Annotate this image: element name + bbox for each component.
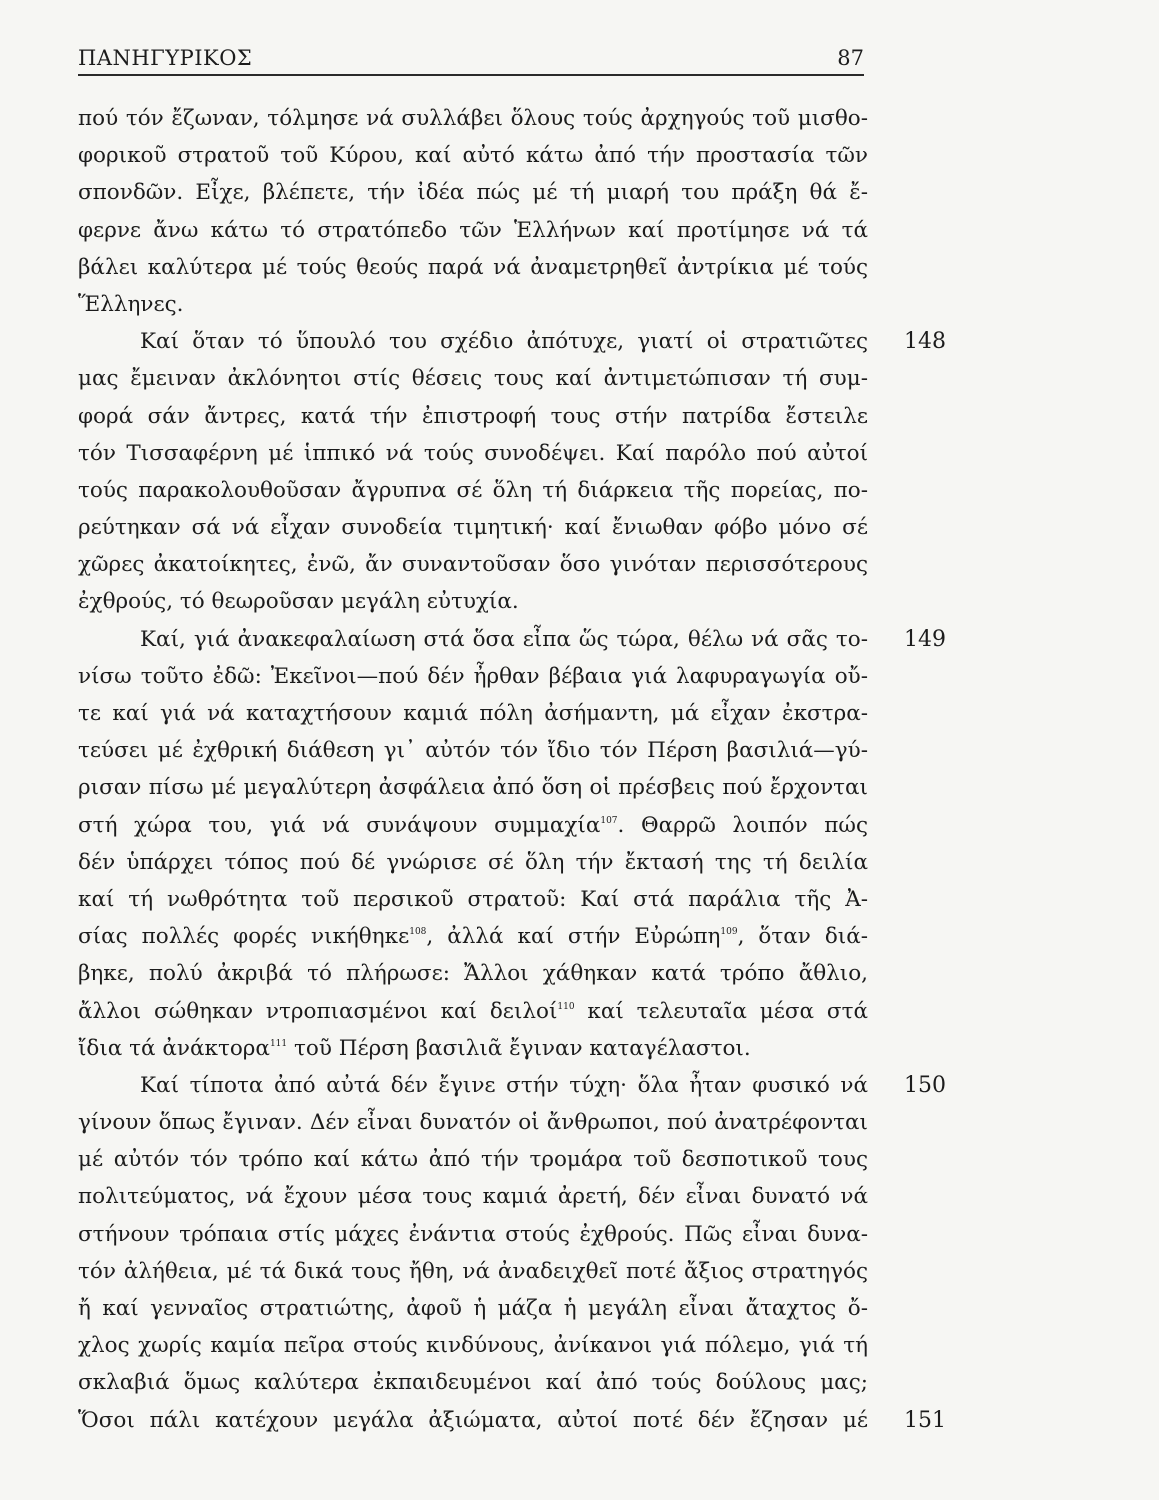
footnote-ref-109: 109 <box>720 927 738 938</box>
text-line: δέν ὑπάρχει τόπος πού δέ γνώρισε σέ ὅλη τήν ἔκτασή της τή δειλία <box>78 849 868 875</box>
line-text: καί τελευταῖα μέσα στά <box>574 998 868 1024</box>
line-text: . Θαρρῶ λοιπόν πώς <box>617 812 868 838</box>
text-line: ἐχθρούς, τό θεωροῦσαν μεγάλη εὐτυχία. <box>78 589 519 615</box>
line-text: , ὅταν διά- <box>737 924 868 950</box>
text-line: μέ αὐτόν τόν τρόπο καί κάτω ἀπό τήν τρομάρα τοῦ δεσποτικοῦ τους <box>78 1147 868 1173</box>
text-line: γίνουν ὅπως ἔγιναν. Δέν εἶναι δυνατόν οἱ ἄνθρωποι, πού ἀνατρέφονται <box>78 1110 868 1136</box>
text-line: πολιτεύματος, νά ἔχουν μέσα τους καμιά ἀρετή, δέν εἶναι δυνατό νά <box>78 1184 868 1210</box>
margin-number-151: 151 <box>904 1407 946 1433</box>
text-line: μας ἔμειναν ἀκλόνητοι στίς θέσεις τους καί ἀντιμετώπισαν τή συμ- <box>78 366 868 392</box>
line-text: σίας πολλές φορές νικήθηκε <box>78 924 410 950</box>
text-line: φορικοῦ στρατοῦ τοῦ Κύρου, καί αὐτό κάτω ἀπό τήν προστασία τῶν <box>78 143 868 169</box>
line-text: , ἀλλά καί στήν Εὐρώπη <box>426 924 721 950</box>
text-line: Ἕλληνες. <box>78 291 184 317</box>
text-line: βάλει καλύτερα μέ τούς θεούς παρά νά ἀναμετρηθεῖ ἀντρίκια μέ τούς <box>78 254 868 280</box>
margin-number-148: 148 <box>904 329 946 355</box>
text-line: χλος χωρίς καμία πεῖρα στούς κινδύνους, ἀνίκανοι γιά πόλεμο, γιά τή <box>78 1333 868 1359</box>
footnote-ref-107: 107 <box>600 815 618 826</box>
text-line: φερνε ἄνω κάτω τό στρατόπεδο τῶν Ἑλλήνων καί προτίμησε νά τά <box>78 217 868 243</box>
text-line: Καί, γιά ἀνακεφαλαίωση στά ὅσα εἶπα ὥς τώρα, θέλω νά σᾶς το- <box>140 626 868 652</box>
text-line-with-notes-108-109 <box>78 918 868 955</box>
text-line-with-note-110 <box>78 993 868 1030</box>
footnote-ref-110: 110 <box>557 1001 575 1012</box>
text-line: στήνουν τρόπαια στίς μάχες ἐνάντια στούς ἐχθρούς. Πῶς εἶναι δυνα- <box>78 1221 868 1247</box>
text-line: τόν Τισσαφέρνη μέ ἱππικό νά τούς συνοδέψει. Καί παρόλο πού αὐτοί <box>78 440 868 466</box>
line-text: στή χώρα του, γιά νά συνάψουν συμμαχία <box>78 812 601 838</box>
paragraph-150-start <box>78 1067 946 1104</box>
footnote-ref-108: 108 <box>409 927 427 938</box>
text-line: ρισαν πίσω μέ μεγαλύτερη ἀσφάλεια ἀπό ὅση οἱ πρέσβεις πού ἔρχονται <box>78 775 868 801</box>
text-line: βηκε, πολύ ἀκριβά τό πλήρωσε: Ἄλλοι χάθηκαν κατά τρόπο ἄθλιο, <box>78 961 868 987</box>
page-number: 87 <box>837 46 864 70</box>
line-text: τοῦ Πέρση βασιλιᾶ ἔγιναν καταγέλαστοι. <box>287 1035 751 1061</box>
text-line: τόν ἀλήθεια, μέ τά δικά τους ἤθη, νά ἀναδειχθεῖ ποτέ ἄξιος στρατηγός <box>78 1258 868 1284</box>
text-line: σπονδῶν. Εἶχε, βλέπετε, τήν ἰδέα πώς μέ τή μιαρή του πράξη θά ἔ- <box>78 180 868 206</box>
text-line: Καί ὅταν τό ὕπουλό του σχέδιο ἀπότυχε, γιατί οἱ στρατιῶτες <box>140 329 868 355</box>
text-line: φορά σάν ἄντρες, κατά τήν ἐπιστροφή τους στήν πατρίδα ἔστειλε <box>78 403 868 429</box>
text-line-with-note-107 <box>78 807 868 844</box>
line-text: ἴδια τά ἀνάκτορα <box>78 1035 270 1061</box>
text-line: νίσω τοῦτο ἐδῶ: Ἐκεῖνοι—πού δέν ἦρθαν βέβαια γιά λαφυραγωγία οὔ- <box>78 663 868 689</box>
text-line: καί τή νωθρότητα τοῦ περσικοῦ στρατοῦ: Καί στά παράλια τῆς Ἀ- <box>78 886 868 912</box>
paragraph-151-start <box>78 1402 946 1439</box>
footnote-ref-111: 111 <box>269 1038 288 1049</box>
text-line: Ὅσοι πάλι κατέχουν μεγάλα ἀξιώματα, αὐτοί ποτέ δέν ἔζησαν μέ <box>78 1407 868 1433</box>
text-line: ρεύτηκαν σά νά εἶχαν συνοδεία τιμητική· καί ἔνιωθαν φόβο μόνο σέ <box>78 515 868 541</box>
paragraph-149-start <box>78 621 946 658</box>
running-title: ΠΑΝΗΓΥΡΙΚΟΣ <box>78 46 253 70</box>
text-line: πού τόν ἔζωναν, τόλμησε νά συλλάβει ὅλους τούς ἀρχηγούς τοῦ μισθο- <box>78 106 868 131</box>
body-text <box>78 100 946 1439</box>
text-line: τεύσει μέ ἐχθρική διάθεση γι᾿ αὐτόν τόν ἴδιο τόν Πέρση βασιλιά—γύ- <box>78 738 868 764</box>
text-line: σκλαβιά ὅμως καλύτερα ἐκπαιδευμένοι καί ἀπό τούς δούλους μας; <box>78 1370 868 1396</box>
page-header <box>78 40 864 76</box>
paragraph-148-start <box>78 323 946 360</box>
text-line: Καί τίποτα ἀπό αὐτά δέν ἔγινε στήν τύχη· ὅλα ἦταν φυσικό νά <box>140 1072 868 1098</box>
text-line: τε καί γιά νά καταχτήσουν καμιά πόλη ἀσήμαντη, μά εἶχαν ἐκστρα- <box>78 701 868 726</box>
margin-number-150: 150 <box>904 1072 946 1098</box>
text-line: τούς παρακολουθοῦσαν ἄγρυπνα σέ ὅλη τή διάρκεια τῆς πορείας, πο- <box>78 477 868 503</box>
line-text: ἄλλοι σώθηκαν ντροπιασμένοι καί δειλοί <box>78 998 558 1024</box>
text-line: ἤ καί γενναῖος στρατιώτης, ἀφοῦ ἡ μάζα ἡ μεγάλη εἶναι ἄταχτος ὄ- <box>78 1296 868 1321</box>
margin-number-149: 149 <box>904 626 946 652</box>
text-line: χῶρες ἀκατοίκητες, ἐνῶ, ἄν συναντοῦσαν ὅσο γινόταν περισσότερους <box>78 552 868 578</box>
text-line-with-note-111 <box>78 1030 868 1067</box>
